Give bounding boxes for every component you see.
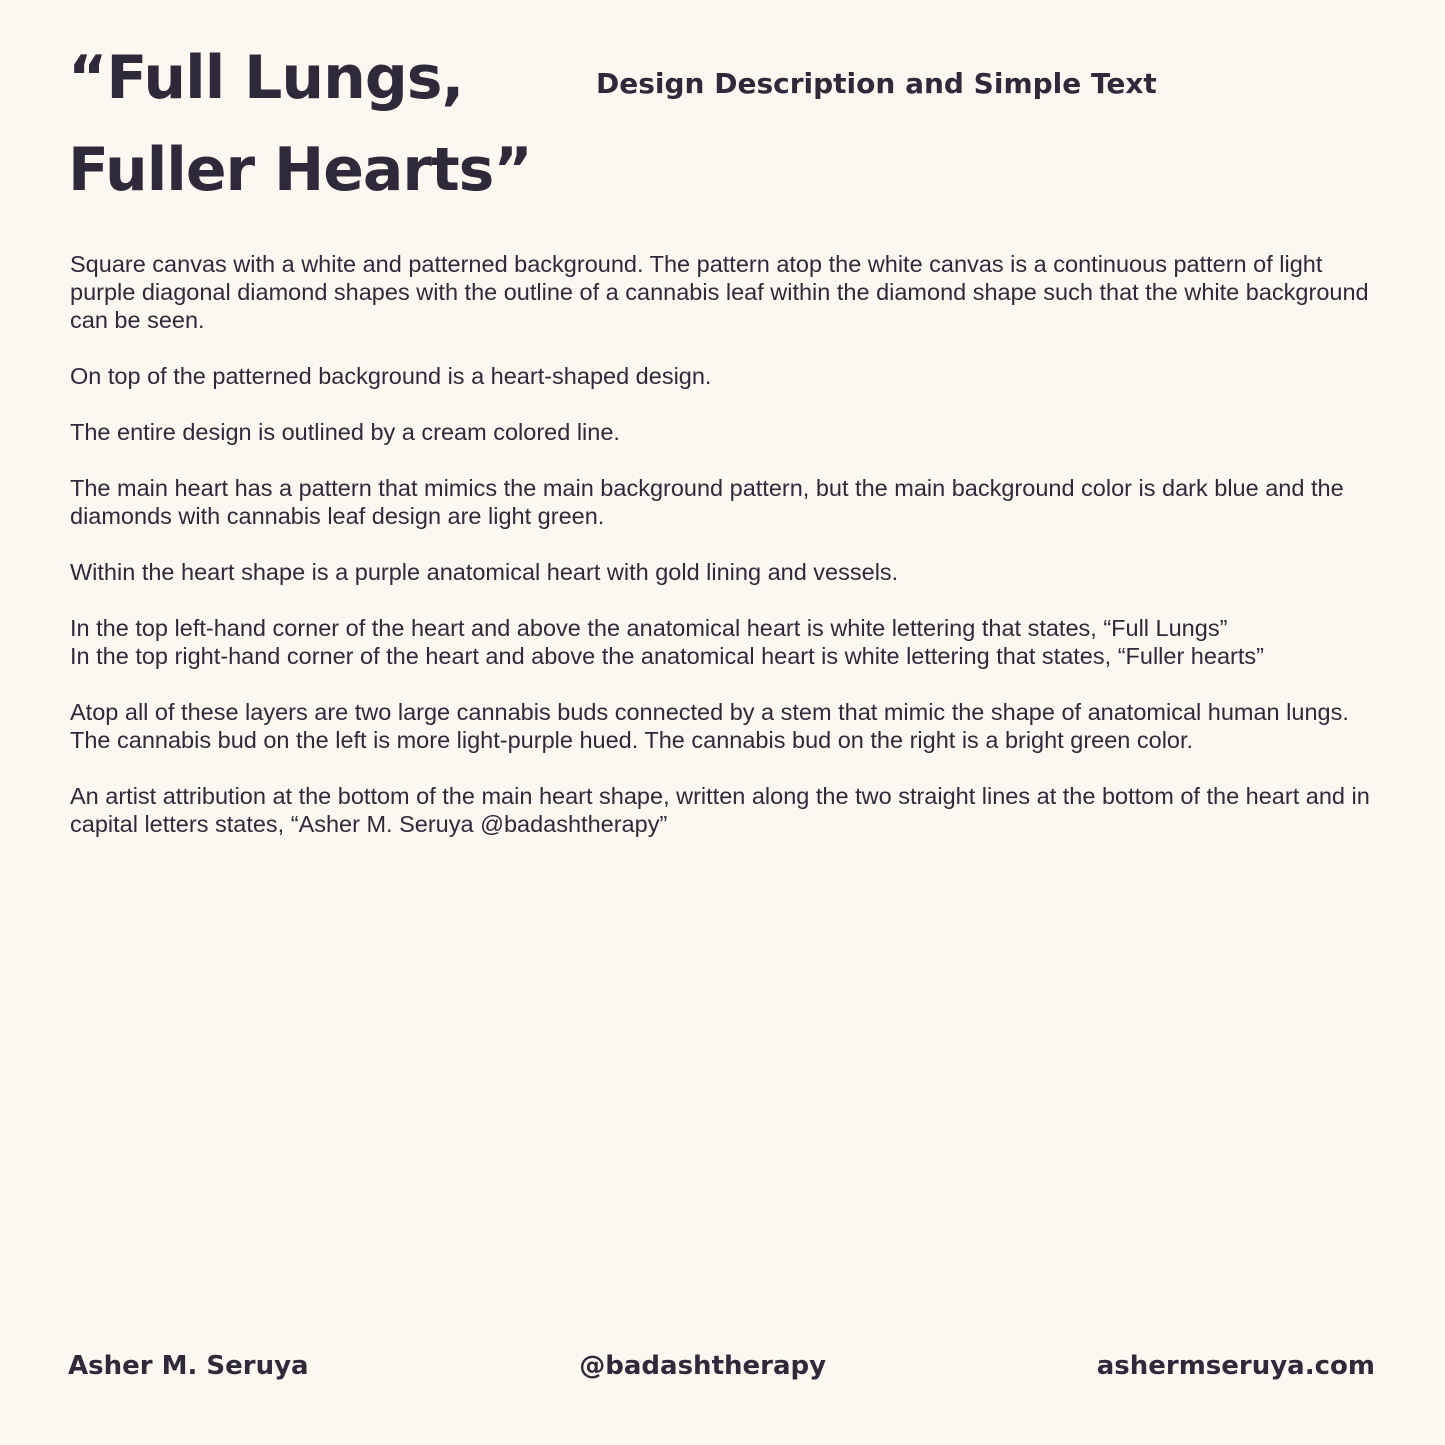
footer-artist-name: Asher M. Seruya: [68, 1351, 309, 1381]
footer-website: ashermseruya.com: [1096, 1351, 1375, 1381]
page-subtitle: Design Description and Simple Text: [596, 67, 1157, 100]
paragraph-heart-pattern: The main heart has a pattern that mimics the main background pattern, but the main background color is dark blue and the diamonds with cannabis leaf design are light green.: [70, 475, 1344, 529]
paragraph-anatomical-heart: Within the heart shape is a purple anatomical heart with gold lining and vessels.: [70, 559, 899, 585]
design-description: [70, 250, 1390, 866]
paragraph-background: Square canvas with a white and patterned background. The pattern atop the white canvas is a continuous pattern of light purple diagonal diamond shapes with the outline of a cannabis leaf within the diamond shape such that the white background can be seen.: [70, 251, 1369, 333]
paragraph-outline: The entire design is outlined by a cream colored line.: [70, 419, 620, 445]
paragraph-attribution: An artist attribution at the bottom of the main heart shape, written along the two straight lines at the bottom of the heart and in capital letters states, “Asher M. Seruya @badashtherapy”: [70, 783, 1370, 837]
paragraph-cannabis-buds: Atop all of these layers are two large cannabis buds connected by a stem that mimic the shape of anatomical human lungs. The cannabis bud on the left is more light-purple hued. The cannabis bud on the right is a bright green color.: [70, 699, 1349, 753]
paragraph-lettering-right: In the top right-hand corner of the heart and above the anatomical heart is white lettering that states, “Fuller hearts”: [70, 643, 1264, 669]
paragraph-lettering-left: In the top left-hand corner of the heart and above the anatomical heart is white lettering that states, “Full Lungs”: [70, 615, 1228, 641]
paragraph-heart-shape: On top of the patterned background is a heart-shaped design.: [70, 363, 712, 389]
page-title: [68, 32, 588, 216]
footer-social-handle: @badashtherapy: [579, 1351, 827, 1381]
title-line-1: “Full Lungs,: [68, 43, 464, 113]
title-line-2: Fuller Hearts”: [68, 135, 532, 205]
footer: [68, 1346, 1375, 1386]
